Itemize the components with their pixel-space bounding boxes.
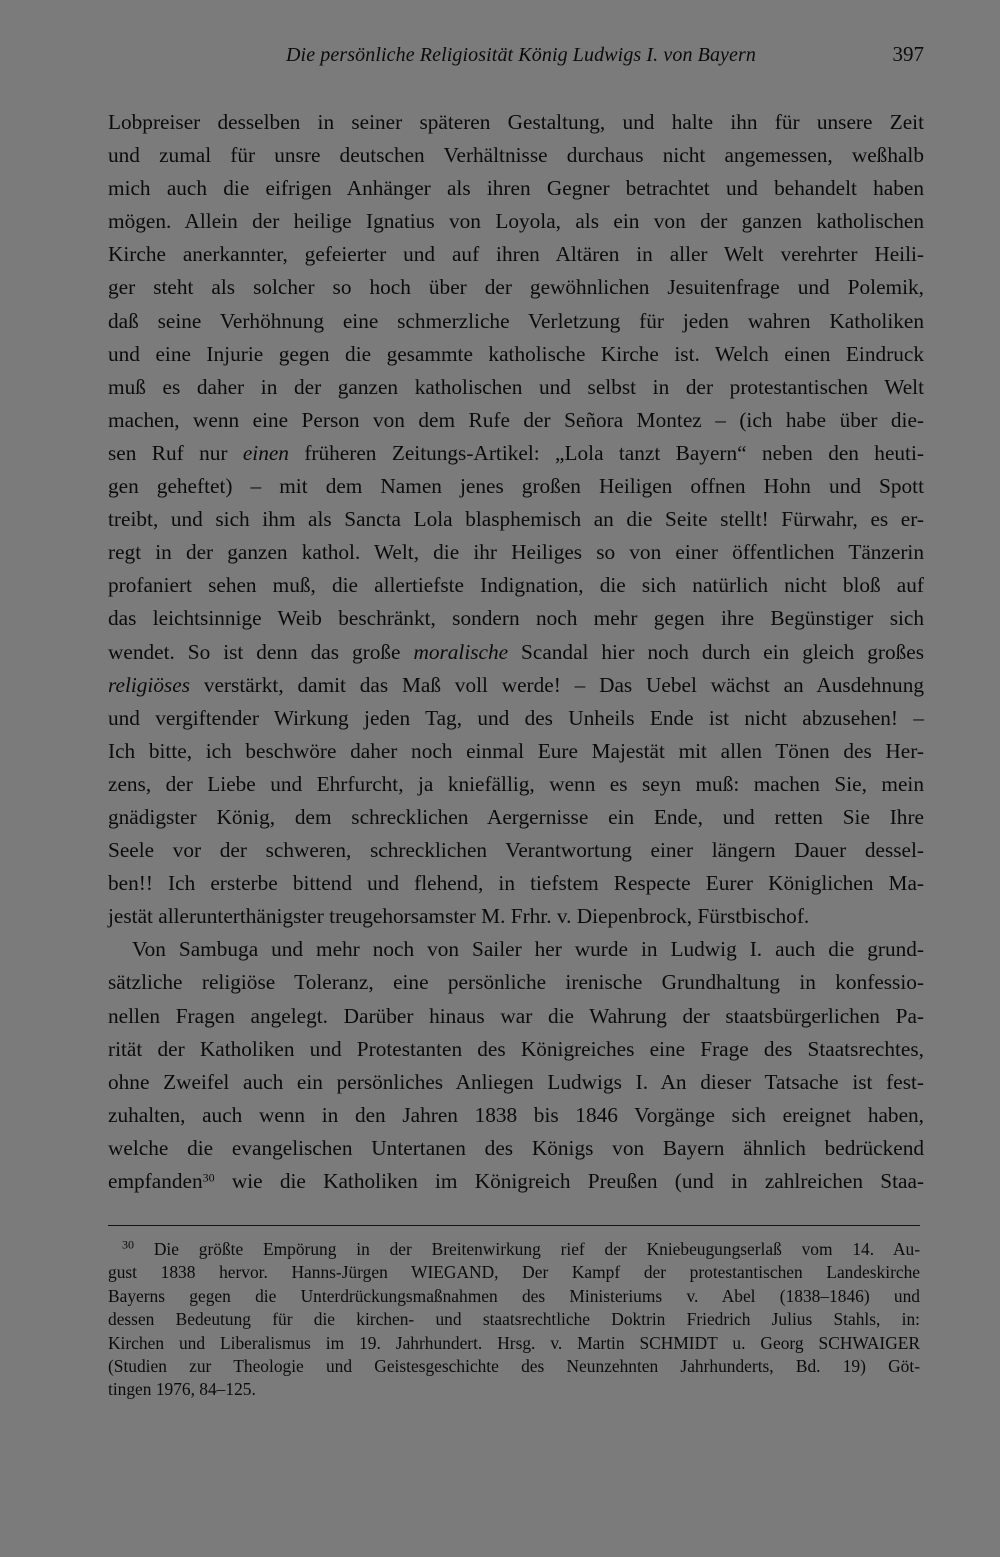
text-line: profaniert sehen muß, die allertiefste Indignation, die sich natürlich nicht bloß auf <box>108 573 924 598</box>
text-line: Kirche anerkannter, gefeierter und auf ihren Altären in aller Welt verehrter Heili- <box>108 242 924 267</box>
footnote-line: Bayerns gegen die Unterdrückungsmaßnahmen des Ministeriums v. Abel (1838–1846) und <box>108 1285 920 1306</box>
footnote-line: gust 1838 hervor. Hanns-Jürgen WIEGAND, Der Kampf der protestantischen Landeskirche <box>108 1262 920 1283</box>
text-run: sen Ruf nur <box>108 440 243 465</box>
body-text <box>108 106 924 1198</box>
text-line: regt in der ganzen kathol. Welt, die ihr Heiliges so von einer öffentlichen Tänzerin <box>108 540 924 565</box>
text-run: Scandal hier noch durch ein gleich großes <box>508 639 924 664</box>
text-line: mich auch die eifrigen Anhänger als ihren Gegner betrachtet und behandelt haben <box>108 176 924 201</box>
text-run: wendet. So ist denn das große <box>108 639 414 664</box>
text-line <box>108 437 924 470</box>
text-line: machen, wenn eine Person von dem Rufe der Señora Montez – (ich habe über die- <box>108 407 924 432</box>
text-run: empfanden <box>108 1169 203 1193</box>
text-line <box>108 1165 924 1198</box>
footnote-line: (Studien zur Theologie und Geistesgeschichte des Neunzehnten Jahrhunderts, Bd. 19) Göt- <box>108 1355 920 1376</box>
text-line: welche die evangelischen Untertanen des Königs von Bayern ähnlich bedrückend <box>108 1135 924 1160</box>
footnote-reference: 30 <box>202 1170 215 1185</box>
text-line: gen geheftet) – mit dem Namen jenes großen Heiligen offnen Hohn und Spott <box>108 474 924 499</box>
footnote-separator <box>108 1225 920 1226</box>
text-line: muß es daher in der ganzen katholischen und selbst in der protestantischen Welt <box>108 374 924 399</box>
footnote-line: dessen Bedeutung für die kirchen- und staatsrechtliche Doktrin Friedrich Julius Stahls, in: <box>108 1309 920 1330</box>
footnote <box>108 1238 920 1402</box>
text-line: und vergiftender Wirkung jeden Tag, und des Unheils Ende ist nicht abzusehen! – <box>108 705 924 730</box>
text-line: Ich bitte, ich beschwöre daher noch einmal Eure Majestät mit allen Tönen des Her- <box>108 738 924 763</box>
text-line: ohne Zweifel auch ein persönliches Anliegen Ludwigs I. An dieser Tatsache ist fest- <box>108 1069 924 1094</box>
text-run: wie die Katholiken im Königreich Preußen (und in zahlreichen Staa- <box>214 1169 924 1193</box>
text-line <box>108 636 924 669</box>
text-line: ger steht als solcher so hoch über der gewöhnlichen Jesuitenfrage und Polemik, <box>108 275 924 300</box>
footnote-line: Kirchen und Liberalismus im 19. Jahrhundert. Hrsg. v. Martin SCHMIDT u. Georg SCHWAIGER <box>108 1332 920 1353</box>
text-line: sätzliche religiöse Toleranz, eine persönliche irenische Grundhaltung in konfessio- <box>108 970 924 995</box>
text-line: Von Sambuga und mehr noch von Sailer her wurde in Ludwig I. auch die grund- <box>132 937 924 962</box>
text-line: rität der Katholiken und Protestanten des Königreiches eine Frage des Staatsrechtes, <box>108 1036 924 1061</box>
text-run: früheren Zeitungs-Artikel: „Lola tanzt Bayern“ neben den heuti- <box>288 440 924 465</box>
text-line: zens, der Liebe und Ehrfurcht, ja kniefällig, wenn es seyn muß: machen Sie, mein <box>108 771 924 796</box>
emphasis: moralische <box>413 639 509 664</box>
text-line: ben!! Ich ersterbe bittend und flehend, in tiefstem Respecte Eurer Königlichen Ma- <box>108 871 924 896</box>
running-title: Die persönliche Religiosität König Ludwigs I. von Bayern <box>286 44 756 66</box>
text-line: daß seine Verhöhnung eine schmerzliche Verletzung für jeden wahren Katholiken <box>108 308 924 333</box>
text-line: mögen. Allein der heilige Ignatius von Loyola, als ein von der ganzen katholischen <box>108 209 924 234</box>
text-line: Seele vor der schweren, schrecklichen Verantwortung einer längern Dauer dessel- <box>108 838 924 863</box>
text-line: das leichtsinnige Weib beschränkt, sondern noch mehr gegen ihre Begünstiger sich <box>108 606 924 631</box>
emphasis: einen <box>242 440 289 465</box>
text-line: treibt, und sich ihm als Sancta Lola blasphemisch an die Seite stellt! Fürwahr, es er- <box>108 507 924 532</box>
text-run: Die größte Empörung in der Breitenwirkung rief der Kniebeugungserlaß vom 14. Au- <box>153 1239 920 1259</box>
text-run: verstärkt, damit das Maß voll werde! – Das Uebel wächst an Ausdehnung <box>190 672 924 697</box>
text-line: gnädigster König, dem schrecklichen Aergernisse ein Ende, und retten Sie Ihre <box>108 804 924 829</box>
text-line: nellen Fragen angelegt. Darüber hinaus war die Wahrung der staatsbürgerlichen Pa- <box>108 1003 924 1028</box>
page-number: 397 <box>892 42 924 66</box>
running-head <box>108 44 924 72</box>
emphasis: religiöses <box>108 672 191 697</box>
footnote-line <box>108 1238 920 1261</box>
text-line: und zumal für unsre deutschen Verhältnisse durchaus nicht angemessen, weßhalb <box>108 143 924 168</box>
text-line <box>108 669 924 702</box>
text-line: zuhalten, auch wenn in den Jahren 1838 bis 1846 Vorgänge sich ereignet haben, <box>108 1102 924 1127</box>
text-line: Lobpreiser desselben in seiner späteren Gestaltung, und halte ihn für unsere Zeit <box>108 110 924 134</box>
footnote-number: 30 <box>122 1237 134 1252</box>
text-line: jestät allerunterthänigster treugehorsamster M. Frhr. v. Diepenbrock, Fürstbischof. <box>108 904 810 929</box>
text-line: und eine Injurie gegen die gesammte katholische Kirche ist. Welch einen Eindruck <box>108 341 924 366</box>
footnote-line: tingen 1976, 84–125. <box>108 1379 256 1400</box>
